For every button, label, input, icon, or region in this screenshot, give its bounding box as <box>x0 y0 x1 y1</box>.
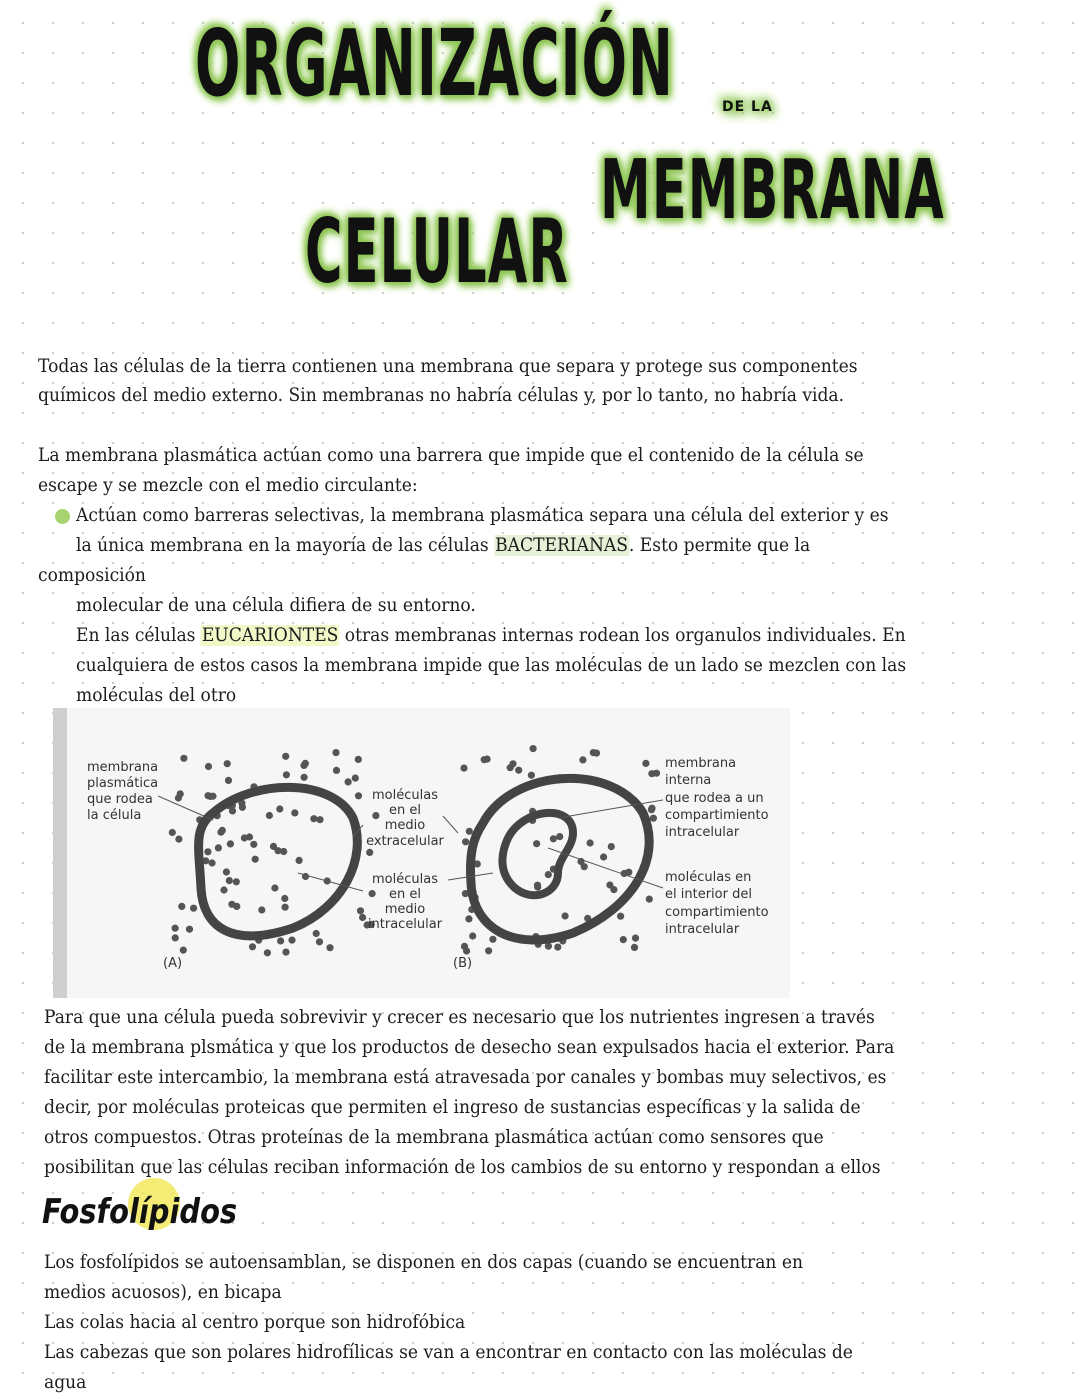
molecule-dot <box>249 943 256 950</box>
phospholipid-line: agua <box>44 1372 87 1393</box>
molecule-dot <box>357 907 364 914</box>
bullet-line: cualquiera de estos casos la membrana impide que las moléculas de un lado se mezclen con las <box>76 655 907 676</box>
barrier-line: escape y se mezcle con el medio circulante: <box>38 475 418 496</box>
membrane-figure <box>53 708 790 998</box>
molecule-dot <box>533 840 540 847</box>
molecule-dot <box>233 903 240 910</box>
bullet-icon <box>55 509 70 524</box>
molecule-dot <box>233 878 240 885</box>
molecule-dot <box>250 841 257 848</box>
molecule-dot <box>617 913 624 920</box>
molecule-dot <box>266 812 273 819</box>
molecule-dot <box>620 936 627 943</box>
label: compartimiento <box>665 905 769 920</box>
title-organizacion: ORGANIZACIÓN <box>195 10 674 117</box>
figure-labels <box>87 756 769 971</box>
bullet-line: molecular de una célula difiera de su entorno. <box>76 595 476 616</box>
molecule-dot <box>562 912 569 919</box>
transport-line: posibilitan que las células reciban información de los cambios de su entorno y respondan a ellos <box>44 1157 881 1178</box>
molecule-dot <box>241 834 248 841</box>
molecule-dot <box>291 809 298 816</box>
molecule-dot <box>485 947 492 954</box>
molecule-dot <box>277 937 284 944</box>
text: la única membrana en la mayoría de las células <box>76 535 495 556</box>
molecule-dot <box>180 755 187 762</box>
label: medio <box>384 902 426 917</box>
molecule-dot <box>313 930 320 937</box>
molecule-dot <box>593 750 600 757</box>
molecule-dot <box>556 833 563 840</box>
phospholipid-line: Las colas hacia al centro porque son hidrofóbica <box>44 1312 466 1333</box>
molecule-dot <box>355 792 362 799</box>
label: intracelular <box>665 825 740 840</box>
molecule-dot <box>180 947 187 954</box>
molecule-dot <box>369 890 376 897</box>
molecule-dot <box>288 937 295 944</box>
label: intracelular <box>665 922 740 937</box>
bullet-line: Actúan como barreras selectivas, la membrana plasmática separa una célula del exterior y es <box>76 505 889 526</box>
molecule-dot <box>333 767 340 774</box>
molecule-dot <box>316 938 323 945</box>
molecule-dot <box>281 895 288 902</box>
transport-line: otros compuestos. Otras proteínas de la membrana plasmática actúan como sensores que <box>44 1127 824 1148</box>
bullet-line <box>76 621 906 651</box>
label: moléculas <box>372 872 438 887</box>
label: que rodea a un <box>665 791 764 806</box>
molecule-dot <box>302 760 309 767</box>
label: en el <box>389 887 421 902</box>
molecule-dot <box>258 906 265 913</box>
transport-line: de la membrana plsmática y que los productos de desecho sean expulsados hacia el exterior. Para <box>44 1037 895 1058</box>
molecule-dot <box>489 936 496 943</box>
section-heading-fosfolipidos: Fosfolípidos <box>42 1192 238 1232</box>
molecule-dot <box>190 905 197 912</box>
molecule-dot <box>220 886 227 893</box>
barrier-line: La membrana plasmática actúan como una barrera que impide que el contenido de la célula se <box>38 445 864 466</box>
molecule-dot <box>534 882 541 889</box>
molecule-dot <box>579 756 586 763</box>
molecule-dot <box>462 838 469 845</box>
transport-line: Para que una célula pueda sobrevivir y crecer es necesario que los nutrientes ingresen a través <box>44 1007 875 1028</box>
phospholipid-line: medios acuosos), en bicapa <box>44 1282 282 1303</box>
molecule-dot <box>264 949 271 956</box>
molecule-dot <box>642 760 649 767</box>
molecule-dot <box>209 859 216 866</box>
molecule-dot <box>280 848 287 855</box>
molecule-dot <box>332 749 339 756</box>
label: moléculas en <box>665 870 752 885</box>
molecule-dot <box>282 753 289 760</box>
title-de-la: DE LA <box>722 99 773 115</box>
label: extracelular <box>366 834 444 849</box>
label: en el <box>389 803 421 818</box>
molecule-dot <box>600 853 607 860</box>
molecule-dot <box>226 877 233 884</box>
molecule-dot <box>507 764 514 771</box>
molecule-dot <box>296 857 303 864</box>
label: membrana <box>87 760 159 775</box>
molecule-dot <box>301 774 308 781</box>
molecule-dot <box>186 926 193 933</box>
label: intracelular <box>367 917 443 932</box>
molecule-dot <box>225 777 232 784</box>
molecule-dot <box>366 849 373 856</box>
molecule-dot <box>359 914 366 921</box>
molecule-dot <box>355 756 362 763</box>
molecule-dot <box>530 745 537 752</box>
molecule-dot <box>632 935 639 942</box>
phospholipid-line: Los fosfolípidos se autoensamblan, se disponen en dos capas (cuando se encuentran en <box>44 1252 804 1273</box>
molecule-dot <box>282 904 289 911</box>
title-celular: CELULAR <box>305 200 569 303</box>
transport-line: decir, por moléculas proteicas que permiten el ingreso de sustancias específicas y la salida de <box>44 1097 861 1118</box>
text: otras membranas internas rodean los organulos individuales. En <box>339 625 906 646</box>
bullet-line <box>76 531 810 561</box>
label: compartimiento <box>665 808 769 823</box>
molecule-dot <box>178 903 185 910</box>
panel-label-b: (B) <box>453 956 473 971</box>
molecule-dot <box>172 925 179 932</box>
molecule-dot <box>282 949 289 956</box>
molecule-dot <box>460 765 467 772</box>
molecule-dot <box>550 835 557 842</box>
label: el interior del <box>665 887 752 902</box>
highlight-bacterianas: BACTERIANAS <box>495 535 628 556</box>
molecule-dot <box>207 793 214 800</box>
molecule-dot <box>215 844 222 851</box>
molecule-dot <box>326 944 333 951</box>
molecule-dot <box>172 934 179 941</box>
molecule-dot <box>270 843 277 850</box>
label: medio <box>384 818 426 833</box>
molecule-dot <box>650 815 657 822</box>
molecule-dot <box>224 760 231 767</box>
molecule-dot <box>227 840 234 847</box>
molecule-dot <box>545 871 552 878</box>
label: que rodea <box>87 792 153 807</box>
intro-line: Todas las células de la tierra contienen una membrana que separa y protege sus componentes <box>38 356 858 377</box>
molecule-dot <box>169 829 176 836</box>
intro-line: químicos del medio externo. Sin membranas no habría células y, por lo tanto, no habría vida. <box>38 385 845 406</box>
highlight-eucariontes: EUCARIONTES <box>201 625 339 646</box>
molecule-dot <box>219 827 226 834</box>
label: plasmática <box>87 776 159 791</box>
molecule-dot <box>310 815 317 822</box>
molecule-dot <box>515 767 522 774</box>
molecule-dot <box>631 944 638 951</box>
molecule-dot <box>610 886 617 893</box>
molecule-dot <box>554 944 561 951</box>
phospholipid-line: Las cabezas que son polares hidrofílicas se van a encontrar en contacto con las moléculas de <box>44 1342 853 1363</box>
text: En las células <box>76 625 201 646</box>
molecule-dot <box>481 756 488 763</box>
molecule-dot <box>283 771 290 778</box>
molecule-dot <box>316 816 323 823</box>
molecule-dot <box>177 790 184 797</box>
molecule-dot <box>252 856 259 863</box>
label: la célula <box>87 808 142 823</box>
molecule-dot <box>587 839 594 846</box>
molecule-dot <box>372 812 379 819</box>
molecule-dot <box>345 778 352 785</box>
molecule-dot <box>223 868 230 875</box>
label: moléculas <box>372 788 438 803</box>
molecule-dot <box>276 805 283 812</box>
label: interna <box>665 773 712 788</box>
molecule-dot <box>352 775 359 782</box>
molecule-dot <box>466 828 473 835</box>
panel-label-a: (A) <box>163 956 183 971</box>
molecule-dot <box>646 896 653 903</box>
molecule-dot <box>653 770 660 777</box>
molecule-dot <box>204 848 211 855</box>
label: membrana <box>665 756 737 771</box>
transport-line: facilitar este intercambio, la membrana está atravesada por canales y bombas muy selectivos, es <box>44 1067 887 1088</box>
bullet-line: moléculas del otro <box>76 685 237 706</box>
molecule-dot <box>608 843 615 850</box>
molecule-dot <box>648 806 655 813</box>
molecule-dot <box>528 772 535 779</box>
text: . Esto permite que la <box>628 535 811 556</box>
scan-edge <box>53 708 67 998</box>
bullet-line: composición <box>38 565 146 586</box>
molecule-dot <box>175 836 182 843</box>
molecule-dot <box>463 947 470 954</box>
molecule-dot <box>465 915 472 922</box>
title-membrana: MEMBRANA <box>600 143 945 238</box>
molecule-dot <box>271 884 278 891</box>
molecule-dot <box>205 763 212 770</box>
molecule-dot <box>469 932 476 939</box>
molecule-dot <box>229 807 236 814</box>
